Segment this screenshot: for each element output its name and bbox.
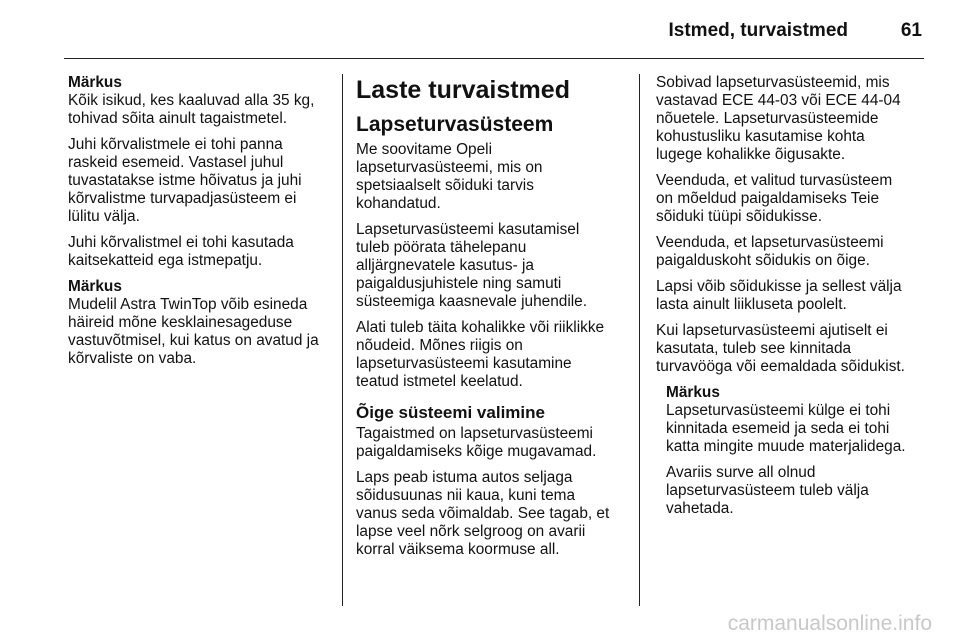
page-number: 61 [900, 20, 922, 41]
column-divider-left [342, 74, 343, 606]
paragraph: Sobivad lapseturvasüsteemid, mis vastavad ECE 44-03 või ECE 44-04 nõuetele. Lapseturvasüsteemide kohustusliku kasutamise kohta lugege kohalikke õigusakte. [656, 74, 901, 163]
subsection-heading: Lapseturvasüsteem [356, 113, 554, 136]
note-label: Märkus [666, 384, 720, 401]
note-text: Avariis surve all olnud lapseturvasüsteem tuleb välja vahetada. [666, 464, 869, 517]
section-heading: Laste turvaistmed [356, 76, 570, 104]
note-text: Kõik isikud, kes kaaluvad alla 35 kg, tohivad sõita ainult tagaistmetel. [68, 92, 315, 127]
paragraph: Kui lapseturvasüsteemi ajutiselt ei kasutata, tuleb see kinnitada turvavööga või eemaldada sõidukist. [656, 322, 905, 375]
paragraph: Juhi kõrvalistmel ei tohi kasutada kaitsekatteid ega istmepatju. [68, 234, 294, 269]
column-divider-right [639, 74, 640, 606]
note-text: Lapseturvasüsteemi külge ei tohi kinnitada esemeid ja seda ei tohi katta mingite muude materjalidega. [666, 402, 906, 455]
note-text: Mudelil Astra TwinTop võib esineda häireid mõne kesklainesageduse vastuvõtmisel, kui katus on avatud ja kõrvaliste on vaba. [68, 296, 319, 367]
paragraph: Veenduda, et valitud turvasüsteem on mõeldud paigaldamiseks Teie sõiduki tüüpi sõidukisse. [656, 172, 893, 225]
paragraph: Laps peab istuma autos seljaga sõidusuunas nii kaua, kuni tema vanus seda võimaldab. See tagab, et lapse veel nõrk selgroog on avarii korral väiksema koormuse all. [356, 469, 610, 558]
paragraph: Veenduda, et lapseturvasüsteemi paigalduskoht sõidukis on õige. [656, 234, 884, 269]
watermark: carmanualsonline.info [727, 612, 932, 635]
subsection-heading: Õige süsteemi valimine [356, 403, 545, 422]
note-label: Märkus [68, 74, 122, 91]
column-middle [356, 76, 626, 567]
header-divider [64, 58, 924, 59]
paragraph: Alati tuleb täita kohalikke või riiklikke nõudeid. Mõnes riigis on lapseturvasüsteemi kasutamine teatud istmetel keelatud. [356, 319, 605, 390]
paragraph: Juhi kõrvalistmele ei tohi panna raskeid esemeid. Vastasel juhul tuvastatakse istme hõivatus ja juhi kõrvalistme turvapadjasüsteem ei lülitu välja. [68, 136, 302, 225]
page-header [0, 0, 960, 62]
note-block [656, 384, 924, 518]
column-left [68, 74, 332, 376]
paragraph: Lapsi võib sõidukisse ja sellest välja lasta ainult liikluseta poolelt. [656, 278, 902, 313]
page-title: Istmed, turvaistmed [668, 20, 848, 41]
paragraph: Me soovitame Opeli lapseturvasüsteemi, mis on spetsiaalselt sõiduki tarvis kohandatud. [356, 141, 543, 212]
note-label: Märkus [68, 278, 122, 295]
paragraph: Tagaistmed on lapseturvasüsteemi paigaldamiseks kõige mugavamad. [356, 425, 597, 460]
column-right [656, 74, 924, 526]
paragraph: Lapseturvasüsteemi kasutamisel tuleb pöörata tähelepanu alljärgnevatele kasutus- ja paigaldusjuhistele ning samuti süsteemiga kaasnevale juhendile. [356, 221, 588, 310]
